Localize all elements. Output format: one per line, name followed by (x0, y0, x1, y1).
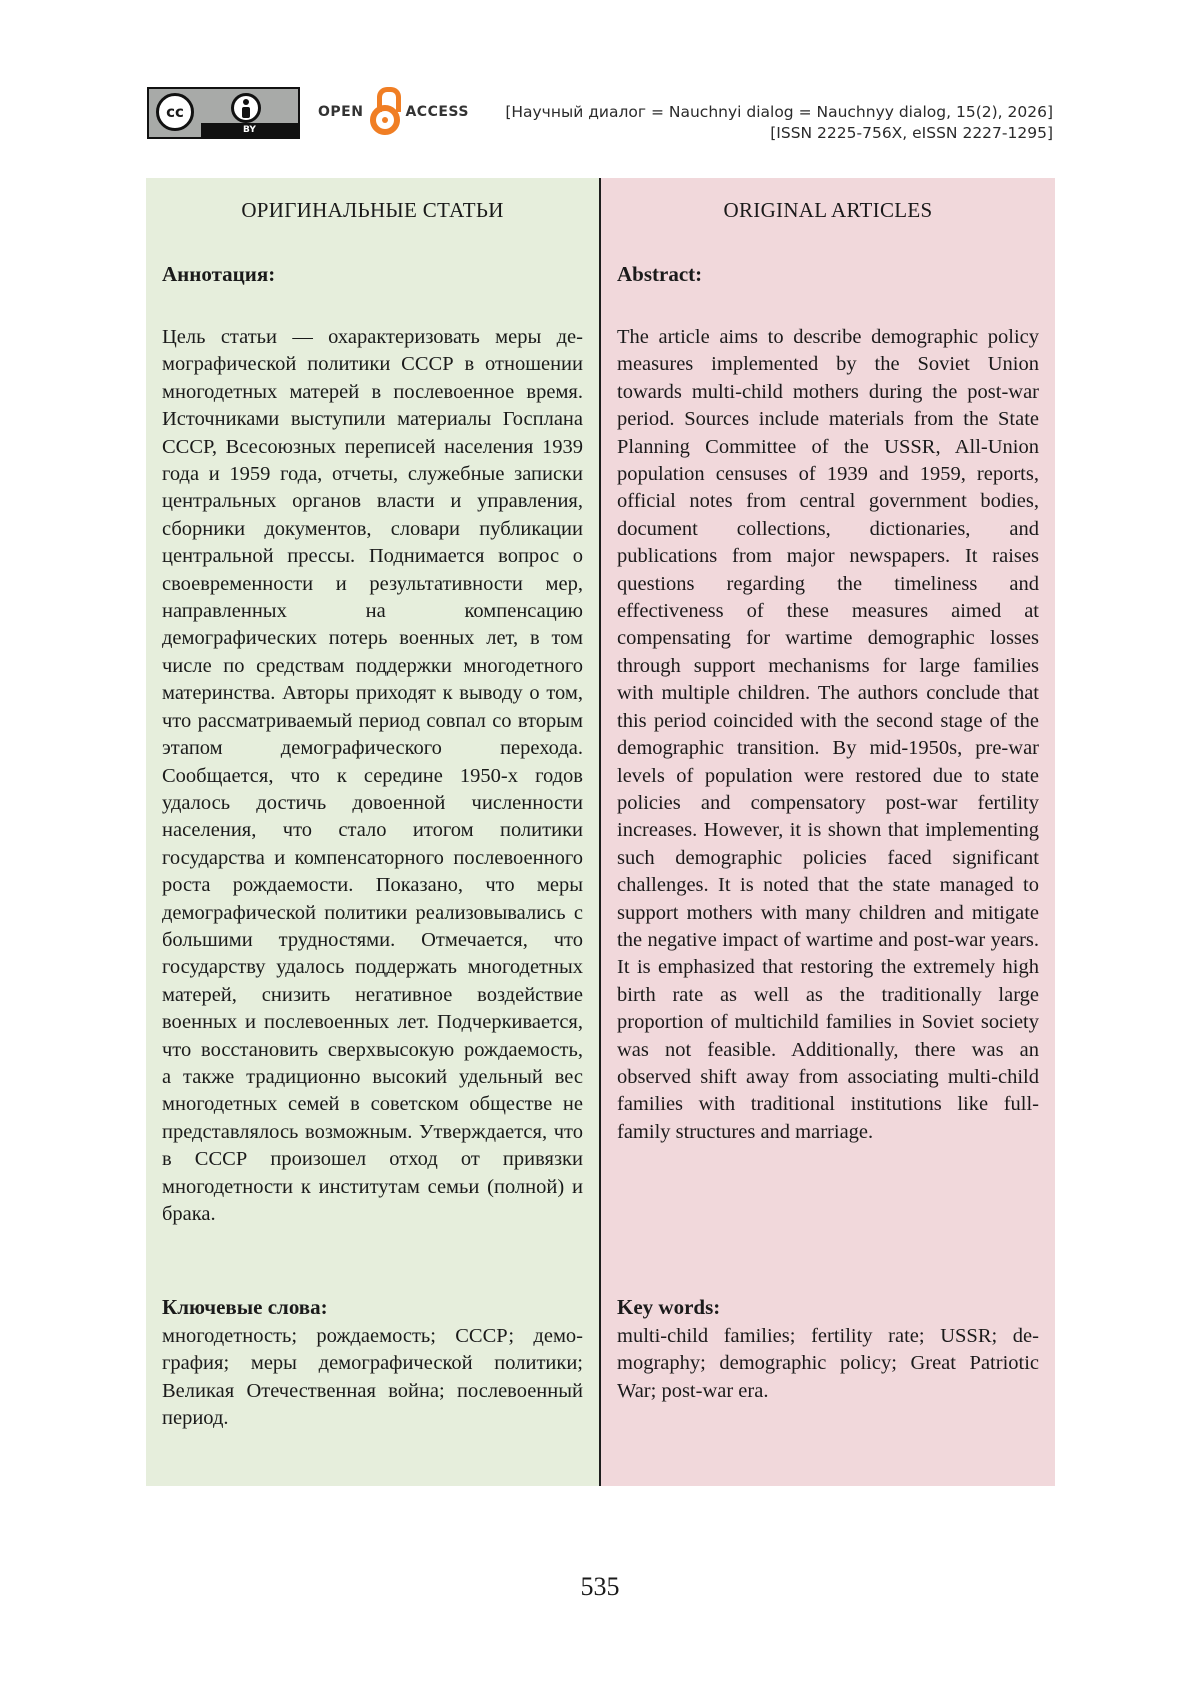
attribution-person-icon (231, 93, 261, 123)
abstract-label-en: Abstract: (617, 262, 703, 286)
keywords-label-en: Key words: (617, 1295, 721, 1319)
abstract-text-ru: Цель статьи — охарактеризовать меры демографической политики СССР в отношении многодетных матерей в послевоенное время. Источниками выступили материалы Госплана СССР, Всесоюзных переписей населения 1939 года и 1959 года, отчеты, служебные записки центральных органов власти и управления, сборники документов, словари публикации центральной прессы. Поднимается вопрос о своевременности и результативности мер, направленных на компенсацию демографических потерь военных лет, в том числе по средствам поддержки многодетного материнства. Авторы приходят к выводу о том, что рассматриваемый период совпал со вторым этапом демографического перехода. Сообщается, что к середине 1950-х годов удалось достичь довоенной численности населения, что стало итогом политики государства и компенсаторного послевоенного роста рождаемости. Показано, что меры демографической политики реализовывались с большими трудностями. Отмечается, что государству удалось поддержать многодетных матерей, снизить негативное воздействие военных и послевоенных лет. Подчеркивается, что восстановить сверхвысокую рождаемость, а также традиционно высокий удельный вес многодетных семей в советском обществе не представлялось возможным. Утверждается, что в СССР произошел отход от привязки многодетности к институтам семьи (полной) и брака. (162, 326, 583, 1225)
open-access-logo (318, 86, 469, 138)
journal-citation (505, 102, 1053, 144)
journal-issn-line: [ISSN 2225-756X, eISSN 2227-1295] (770, 124, 1053, 142)
keywords-text-en: multi-child families; fertility rate; USSR; demography; demographic policy; Great Patriotic War; post-war era. (617, 1325, 1039, 1402)
section-title-en: ORIGINAL ARTICLES (723, 198, 933, 222)
section-title-ru: ОРИГИНАЛЬНЫЕ СТАТЬИ (241, 198, 504, 222)
cc-by-license-badge (147, 87, 300, 139)
journal-title-line: [Научный диалог = Nauchnyi dialog = Nauchnyy dialog, 15(2), 2026] (505, 103, 1053, 121)
open-access-lock-icon (369, 87, 401, 137)
keywords-label-ru: Ключевые слова: (162, 1295, 328, 1319)
keywords-text-ru: многодетность; рождаемость; СССР; демография; меры демографической политики; Великая Отечественная война; послевоенный период. (162, 1325, 583, 1430)
page-number: 535 (580, 1572, 620, 1601)
abstract-text-en: The article aims to describe demographic policy measures implemented by the Soviet Union towards multi-child mothers during the post-war period. Sources include materials from the State Planning Committee of the USSR, All-Union population censuses of 1939 and 1959, reports, official notes from central government bodies, document collections, dictionaries, and publications from major newspapers. It raises questions regarding the timeliness and effectiveness of these measures aimed at compensating for wartime demographic losses through support mechanisms for large families with multiple children. The authors conclude that this period coincided with the second stage of the demographic transition. By mid-1950s, pre-war levels of population were restored due to state policies and compensatory post-war fertility increases. However, it is shown that implementing such demographic policies faced significant challenges. It is noted that the state managed to support mothers with many children and mitigate the negative impact of wartime and post-war years. It is emphasized that restoring the extremely high birth rate as well as the traditionally large proportion of multichild families in Soviet society was not feasible. Additionally, there was an observed shift away from associating multi-child families with traditional institutions like full-family structures and marriage. (617, 326, 1039, 1143)
creative-commons-icon: cc (156, 93, 194, 131)
russian-abstract-panel (146, 178, 601, 1486)
open-access-left-text: OPEN (318, 104, 364, 120)
open-access-right-text: ACCESS (405, 104, 469, 120)
english-abstract-panel (601, 178, 1055, 1486)
by-label: BY (201, 123, 298, 137)
abstract-label-ru: Аннотация: (162, 262, 276, 286)
